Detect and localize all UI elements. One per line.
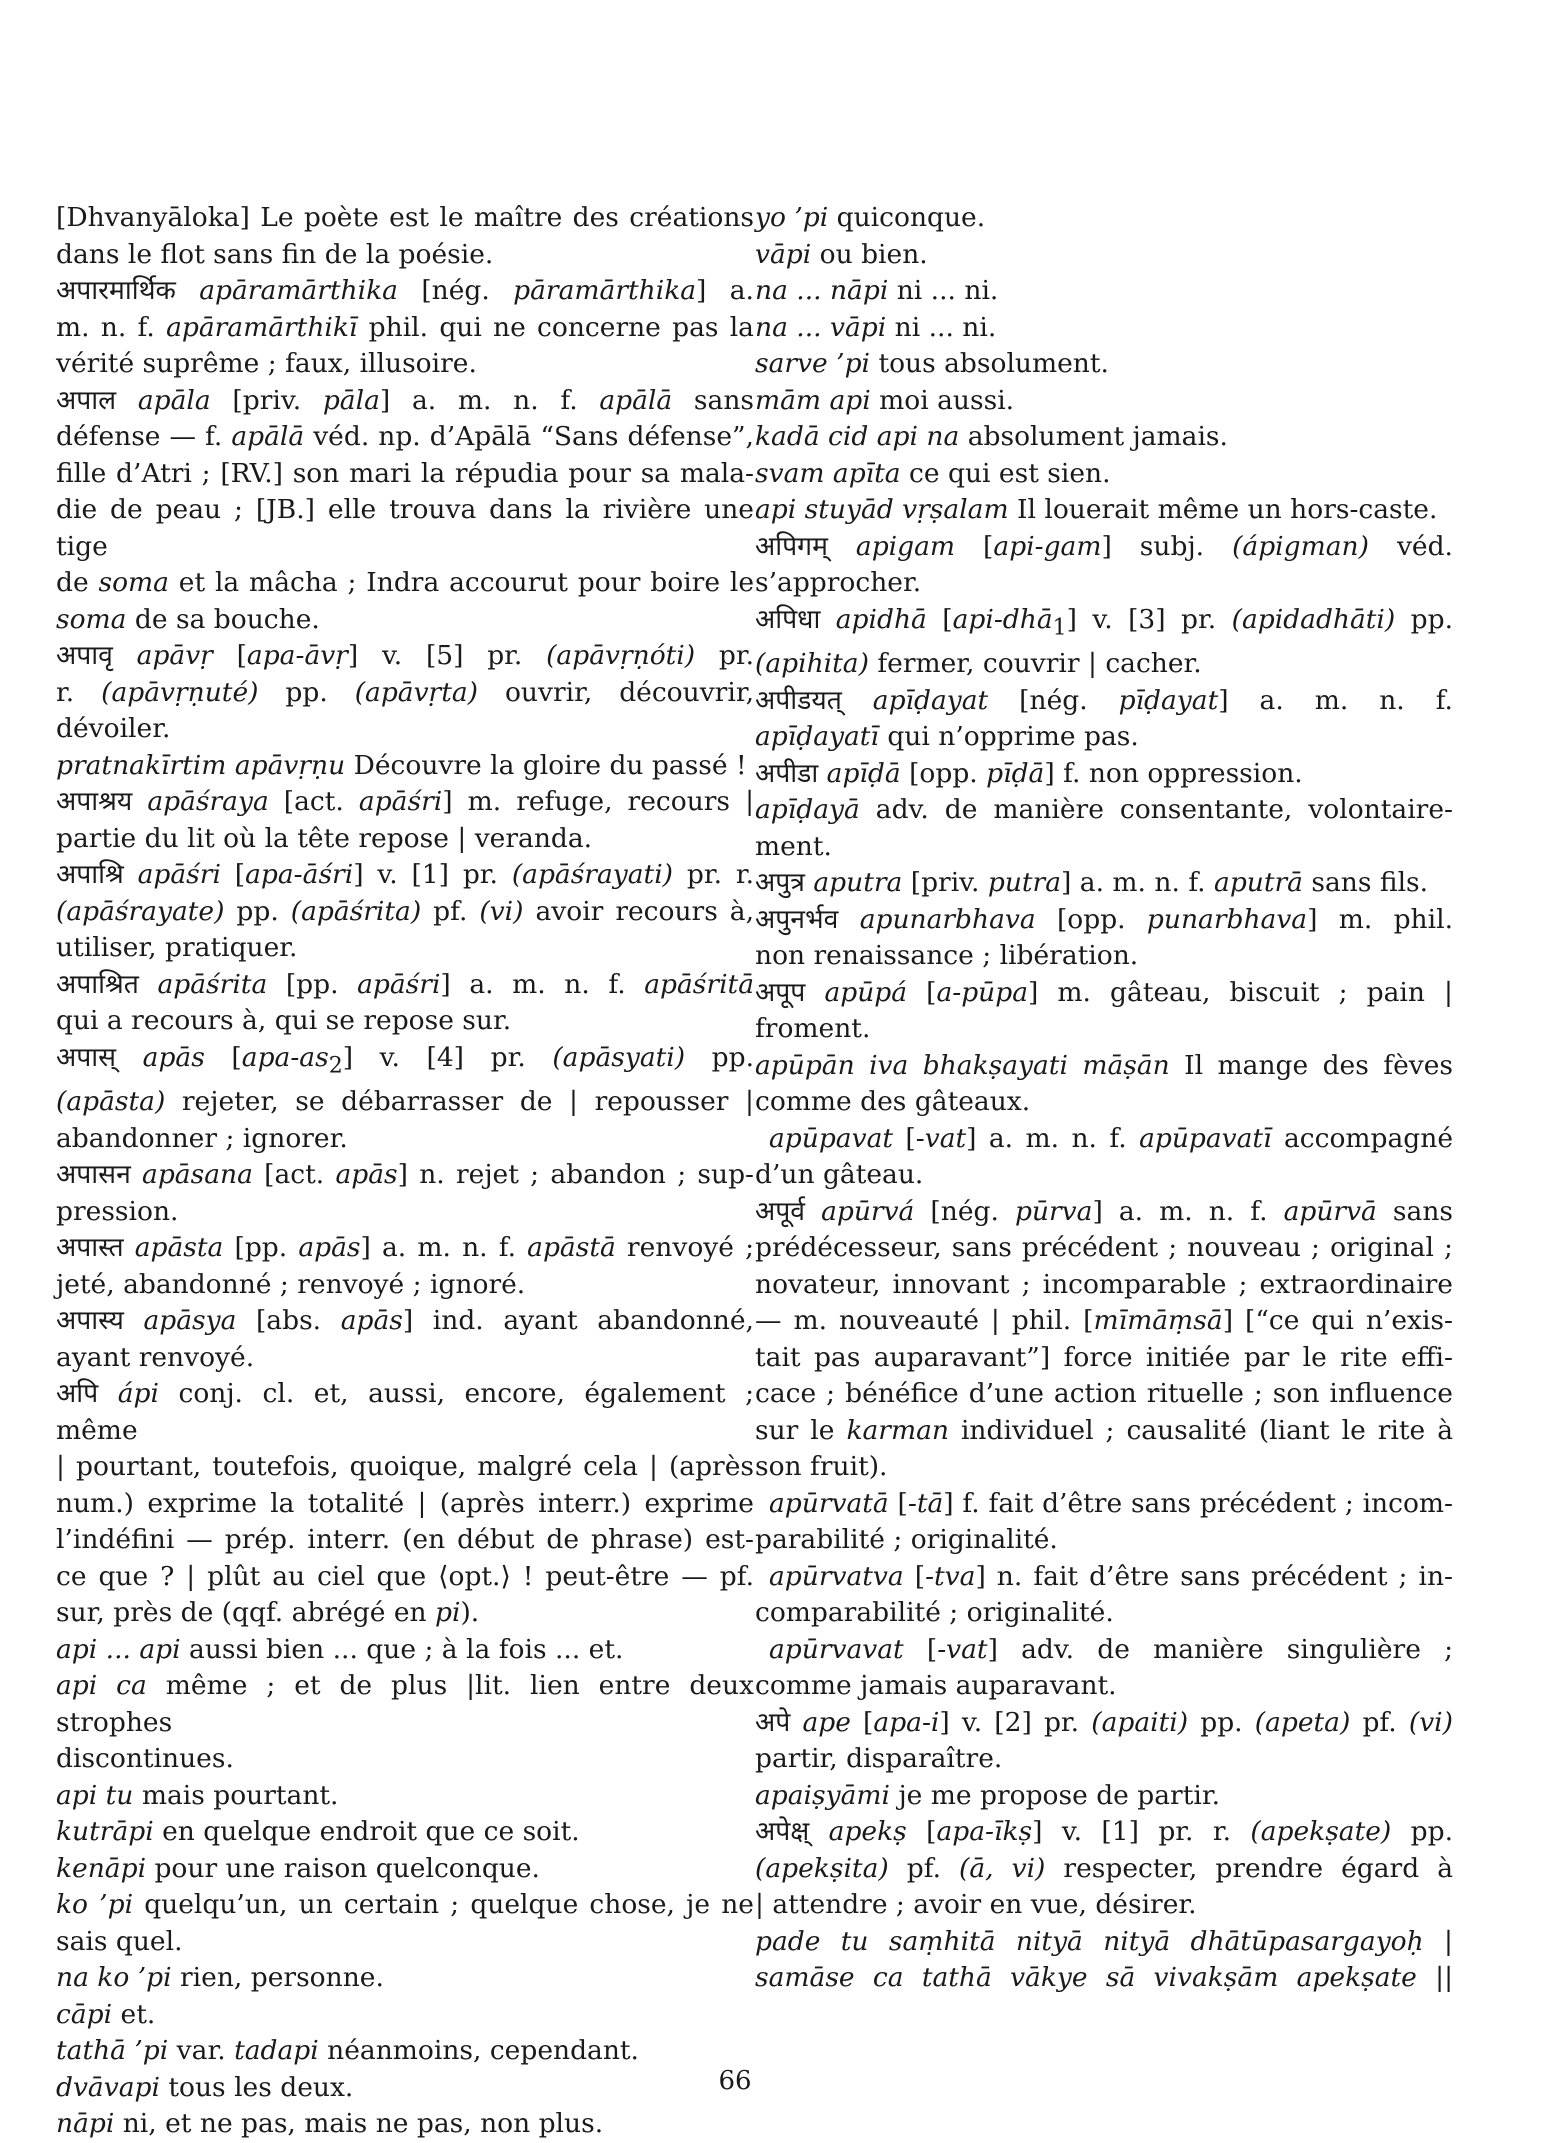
text-line: kenāpi pour une raison quelconque.: [56, 1852, 540, 1884]
text-line: [Dhvanyāloka] Le poète est le maître des créations: [56, 202, 754, 233]
text-line: fille d’Atri ; [RV.] son mari la répudia pour sa mala-: [56, 457, 754, 489]
text-line: non renaissance ; libération.: [755, 940, 1139, 972]
text-line: अपिगम् apigam [api-gam] subj. (ápigman) véd.: [755, 530, 1453, 562]
text-line: vérité suprême ; faux, illusoire.: [56, 348, 477, 379]
text-line: pade tu saṃhitā nityā nityā dhātūpasargayoḥ |: [755, 1925, 1453, 1957]
text-line: discontinues.: [56, 1743, 234, 1775]
text-line: comme jamais auparavant.: [755, 1670, 1117, 1702]
text-line: na ko ’pi rien, personne.: [56, 1962, 384, 1994]
text-line: | pourtant, toutefois, quoique, malgré cela | (après: [56, 1451, 754, 1483]
text-line: अपि ápi conj. cl. et, aussi, encore, également ; même: [56, 1378, 754, 1446]
text-line: ayant renvoyé.: [56, 1341, 255, 1373]
text-line: (apāśrayate) pp. (apāśrita) pf. (vi) avoir recours à,: [56, 895, 754, 927]
text-line: l’indéfini — prép. interr. (en début de phrase) est-: [56, 1524, 754, 1556]
text-line: apīḍayā adv. de manière consentante, volontaire-: [755, 794, 1453, 826]
text-line: tait pas auparavant”] force initiée par le rite effi-: [755, 1341, 1453, 1373]
text-line: samāse ca tathā vākye sā vivakṣām apekṣate ||: [755, 1962, 1454, 1994]
text-line: ment.: [755, 830, 832, 862]
text-line: apūpān iva bhakṣayati māṣān Il mange des fèves: [755, 1049, 1453, 1081]
text-line: ko ’pi quelqu’un, un certain ; quelque chose, je ne: [56, 1889, 754, 1921]
text-line: m. n. f. apāramārthikī phil. qui ne concerne pas la: [56, 311, 754, 343]
text-line: novateur, innovant ; incomparable ; extraordinaire: [755, 1268, 1453, 1300]
text-line: api ca même ; et de plus |lit. lien entre deux strophes: [56, 1670, 754, 1738]
text-line: qui a recours à, qui se repose sur.: [56, 1005, 512, 1036]
text-line: de soma et la mâcha ; Indra accourut pour boire le: [56, 567, 755, 598]
text-line: api tu mais pourtant.: [56, 1779, 339, 1811]
text-line: apūrvatā [-tā] f. fait d’être sans précédent ; incom-: [769, 1487, 1453, 1519]
text-line: dvāvapi tous les deux.: [56, 2071, 354, 2103]
left-column: [56, 200, 754, 2143]
text-line: r. (apāvṛṇuté) pp. (apāvṛta) ouvrir, découvrir,: [56, 676, 755, 708]
text-line: vāpi ou bien.: [755, 238, 928, 270]
text-line: mām api moi aussi.: [755, 384, 1015, 416]
text-line: s’approcher.: [755, 567, 922, 598]
text-line: pratnakīrtim apāvṛṇu Découvre la gloire du passé !: [56, 749, 747, 781]
text-line: défense — f. apālā véd. np. d’Apālā “Sans défense”,: [56, 421, 754, 452]
text-line: na ... vāpi ni ... ni.: [755, 311, 997, 343]
text-line: अपिधा apidhā [api-dhā$_1$] v. [3] pr. (apidadhāti) pp.: [755, 603, 1454, 640]
text-line: अपाल apāla [priv. pāla] a. m. n. f. apālā sans: [56, 384, 755, 416]
text-line: अपूर्व apūrvá [nég. pūrva] a. m. n. f. apūrvā sans: [755, 1195, 1453, 1227]
text-line: tathā ’pi var. tadapi néanmoins, cependant.: [56, 2035, 639, 2067]
text-line: kadā cid api na absolument jamais.: [755, 421, 1228, 452]
text-line: num.) exprime la totalité | (après interr.) exprime: [56, 1487, 754, 1519]
text-line: अपाश्रि apāśri [apa-āśri] v. [1] pr. (apāśrayati) pr. r.: [56, 859, 755, 890]
text-line: cace ; bénéfice d’une action rituelle ; son influence: [755, 1378, 1453, 1410]
text-line: cāpi et.: [56, 1998, 156, 2030]
text-line: dans le flot sans fin de la poésie.: [56, 238, 494, 270]
text-line: comparabilité ; originalité.: [755, 1597, 1114, 1629]
text-line: sais quel.: [56, 1925, 183, 1957]
page-number: 66: [718, 2066, 752, 2096]
text-line: अपूप apūpá [a-pūpa] m. gâteau, biscuit ; pain |: [755, 976, 1453, 1008]
text-line: apūrvatva [-tva] n. fait d’être sans précédent ; in-: [769, 1560, 1453, 1592]
text-line: अपाश्रय apāśraya [act. apāśri] m. refuge, recours |: [56, 786, 754, 817]
text-line: sarve ’pi tous absolument.: [755, 348, 1109, 379]
text-line: abandonner ; ignorer.: [56, 1122, 348, 1154]
text-line: अपेक्ष् apekṣ [apa-īkṣ] v. [1] pr. r. (apekṣate) pp.: [755, 1816, 1453, 1848]
text-line: soma de sa bouche.: [56, 603, 320, 635]
text-line: api stuyād vṛṣalam Il louerait même un hors-caste.: [755, 494, 1438, 525]
text-line: die de peau ; [JB.] elle trouva dans la rivière une tige: [56, 494, 754, 562]
text-line: son fruit).: [755, 1451, 888, 1483]
text-line: अपावृ apāvṛ [apa-āvṛ] v. [5] pr. (apāvṛṇóti) pr.: [56, 640, 755, 671]
text-line: svam apīta ce qui est sien.: [755, 457, 1111, 489]
text-line: parabilité ; originalité.: [755, 1524, 1058, 1556]
text-line: ce que ? | plût au ciel que ⟨opt.⟩ ! peut-être — pf.: [56, 1560, 754, 1592]
text-line: अपासन apāsana [act. apās] n. rejet ; abandon ; sup-: [56, 1159, 754, 1191]
text-line: pression.: [56, 1195, 179, 1227]
text-line: kutrāpi en quelque endroit que ce soit.: [56, 1816, 580, 1848]
text-line: अपास्य apāsya [abs. apās] ind. ayant abandonné,: [56, 1305, 754, 1337]
text-line: अपे ape [apa-i] v. [2] pr. (apaiti) pp. (apeta) pf. (vi): [755, 1706, 1453, 1738]
text-line: api ... api aussi bien ... que ; à la fois ... et.: [56, 1633, 624, 1665]
text-line: apūpavat [-vat] a. m. n. f. apūpavatī accompagné: [769, 1122, 1454, 1154]
text-line: jeté, abandonné ; renvoyé ; ignoré.: [56, 1268, 526, 1300]
text-line: apūrvavat [-vat] adv. de manière singulière ;: [769, 1633, 1454, 1665]
text-line: अपीडयत् apīḍayat [nég. pīḍayat] a. m. n. f.: [755, 684, 1453, 716]
text-line: froment.: [755, 1013, 871, 1045]
text-line: dévoiler.: [56, 713, 171, 744]
text-line: nāpi ni, et ne pas, mais ne pas, non plus.: [56, 2108, 604, 2140]
text-line: — m. nouveauté | phil. [mīmāṃsā] [“ce qui n’exis-: [755, 1305, 1453, 1337]
text-line: yo ’pi quiconque.: [755, 202, 986, 233]
text-line: sur le karman individuel ; causalité (liant le rite à: [755, 1414, 1453, 1446]
text-line: comme des gâteaux.: [755, 1086, 1031, 1118]
text-line: अपाश्रित apāśrita [pp. apāśri] a. m. n. f. apāśritā: [56, 968, 754, 1000]
right-column: [755, 200, 1453, 1997]
text-line: अपुत्र aputra [priv. putra] a. m. n. f. aputrā sans fils.: [755, 867, 1429, 899]
text-line: d’un gâteau.: [755, 1159, 924, 1191]
text-line: partir, disparaître.: [755, 1743, 1003, 1775]
text-line: (apāsta) rejeter, se débarrasser de | repousser |: [56, 1086, 754, 1118]
text-line: अपास्त apāsta [pp. apās] a. m. n. f. apāstā renvoyé ;: [56, 1232, 755, 1264]
text-line: partie du lit où la tête repose | veranda.: [56, 822, 593, 854]
text-line: prédécesseur, sans précédent ; nouveau ; original ;: [755, 1232, 1453, 1264]
text-line: अपुनर्भव apunarbhava [opp. punarbhava] m. phil.: [755, 903, 1453, 935]
text-line: apīḍayatī qui n’opprime pas.: [755, 721, 1139, 753]
text-line: na ... nāpi ni ... ni.: [755, 275, 999, 306]
text-line: (apihita) fermer, couvrir | cacher.: [755, 648, 1202, 680]
text-line: अपारमार्थिक apāramārthika [nég. pāramārthika] a.: [56, 275, 754, 306]
text-line: utiliser, pratiquer.: [56, 932, 298, 963]
text-line: अपीडा apīḍā [opp. pīḍā] f. non oppression.: [755, 757, 1303, 789]
text-line: | attendre ; avoir en vue, désirer.: [755, 1889, 1197, 1921]
text-line: अपास् apās $[apa-as_2]$ v. [4] pr. (apāsyati) pp.: [56, 1041, 755, 1078]
text-line: (apekṣita) pf. (ā, vi) respecter, prendre égard à: [755, 1852, 1453, 1884]
text-line: sur, près de (qqf. abrégé en pi).: [56, 1597, 480, 1629]
text-line: apaiṣyāmi je me propose de partir.: [755, 1779, 1221, 1811]
